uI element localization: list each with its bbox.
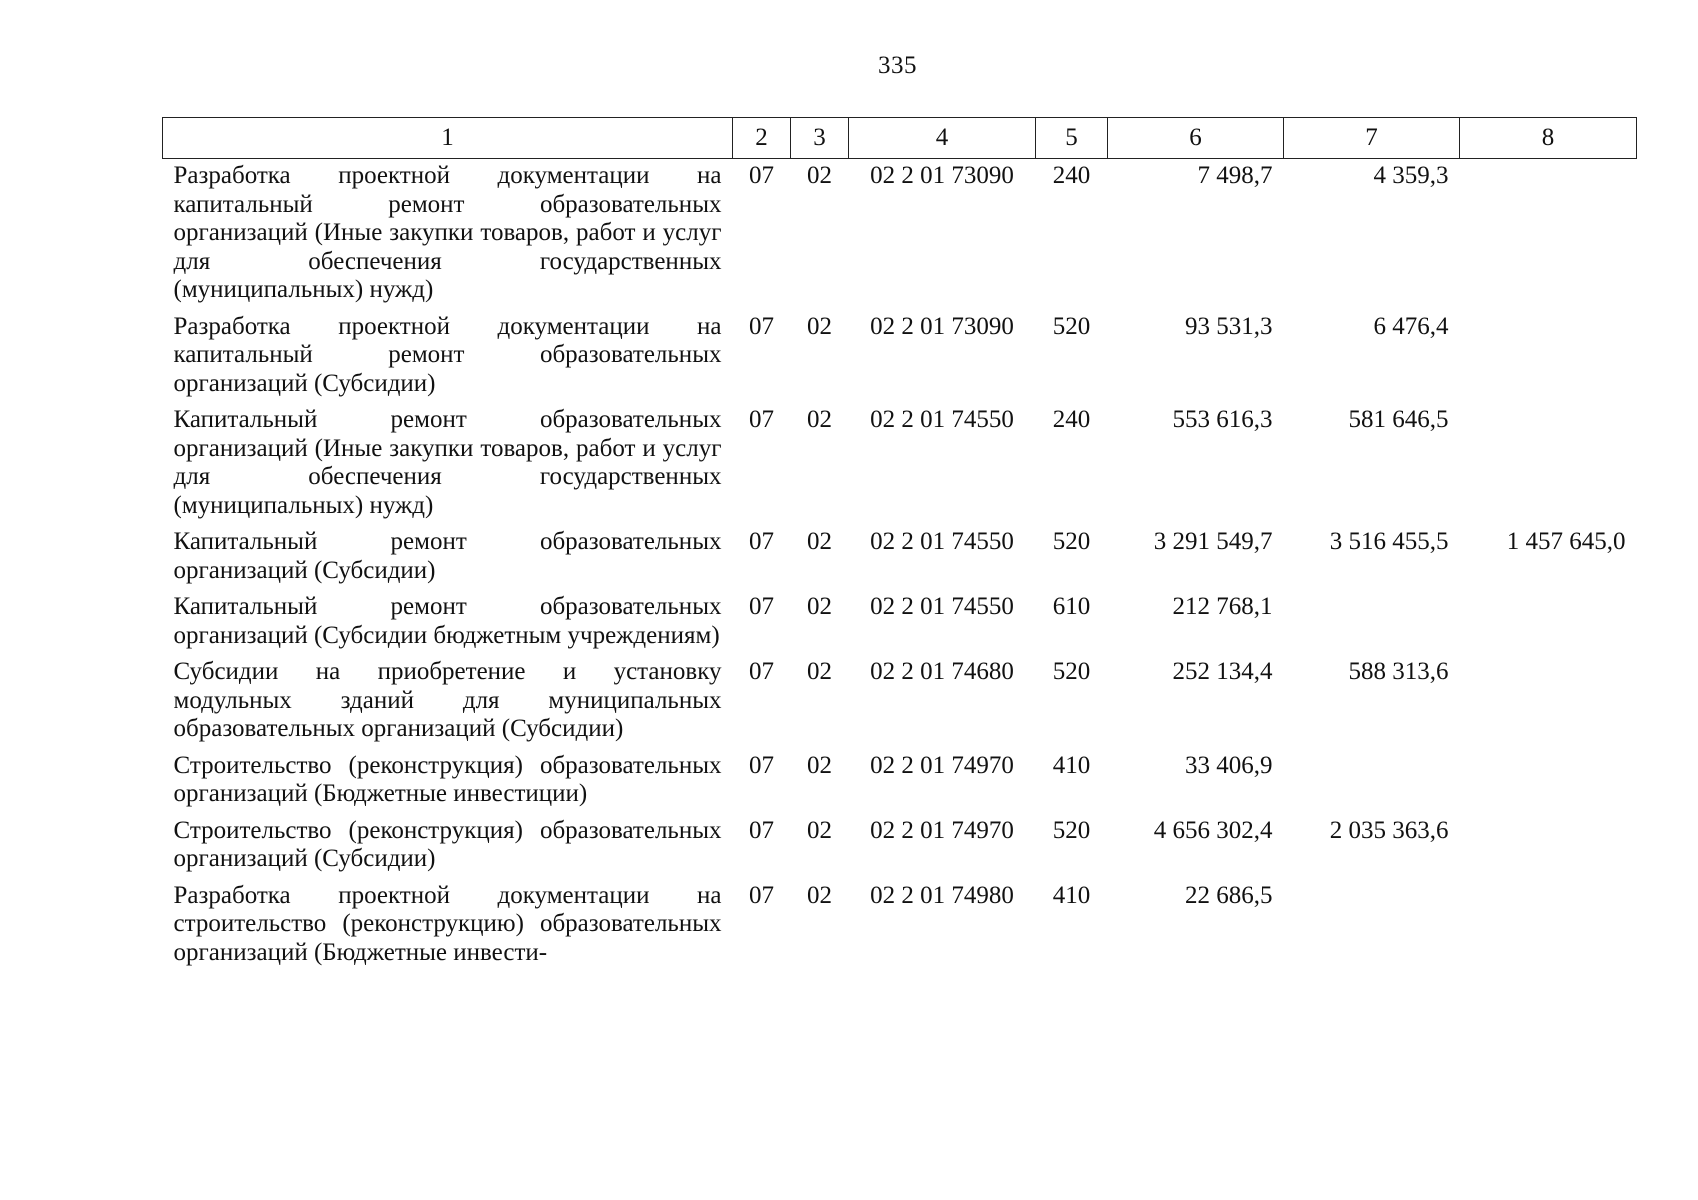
item-name: Разработка проектной документации на капитальный ремонт образовательных организаций (Субсидии) — [173, 312, 722, 397]
amount-col-6: 7 498,7 — [1197, 162, 1273, 189]
header-col-5: 5 — [1036, 118, 1108, 159]
expense-type-code: 520 — [1052, 528, 1091, 555]
header-col-3: 3 — [791, 118, 849, 159]
amount-col-6: 4 656 302,4 — [1153, 816, 1273, 844]
section-code: 07 — [749, 881, 774, 909]
amount-col-6: 33 406,9 — [1185, 751, 1273, 779]
section-code: 07 — [749, 162, 774, 189]
expense-type-code: 520 — [1052, 312, 1091, 340]
amount-col-7 — [1284, 749, 1460, 814]
header-col-8: 8 — [1460, 118, 1637, 159]
amount-col-8 — [1460, 310, 1637, 404]
table-header — [163, 118, 1637, 159]
target-article-code: 02 2 01 74970 — [870, 751, 1014, 779]
header-col-4: 4 — [849, 118, 1036, 159]
subsection-code: 02 — [807, 593, 832, 620]
expense-type-code: 610 — [1052, 593, 1091, 620]
header-col-2: 2 — [733, 118, 791, 159]
section-code: 07 — [749, 816, 774, 844]
expense-type-code: 520 — [1052, 816, 1091, 844]
header-col-7: 7 — [1284, 118, 1460, 159]
amount-col-7: 2 035 363,6 — [1329, 816, 1449, 844]
table-row — [163, 879, 1637, 973]
header-col-6: 6 — [1108, 118, 1284, 159]
target-article-code: 02 2 01 74980 — [870, 881, 1014, 909]
section-code: 07 — [749, 406, 774, 433]
amount-col-8 — [1460, 159, 1637, 310]
item-name: Разработка проектной документации на строительство (реконструкцию) образовательных организаций (Бюджетные инвести- — [173, 881, 722, 966]
budget-table — [162, 117, 1637, 972]
amount-col-8 — [1460, 590, 1637, 655]
amount-col-8 — [1460, 814, 1637, 879]
amount-col-8: 1 457 645,0 — [1506, 528, 1626, 555]
amount-col-6: 212 768,1 — [1172, 593, 1273, 620]
expense-type-code: 410 — [1052, 751, 1091, 779]
amount-col-8 — [1460, 879, 1637, 973]
subsection-code: 02 — [807, 312, 832, 340]
target-article-code: 02 2 01 74680 — [870, 658, 1014, 685]
target-article-code: 02 2 01 74970 — [870, 816, 1014, 844]
section-code: 07 — [749, 751, 774, 779]
amount-col-6: 553 616,3 — [1172, 406, 1273, 433]
amount-col-6: 3 291 549,7 — [1153, 528, 1273, 555]
table-body — [163, 159, 1637, 973]
subsection-code: 02 — [807, 528, 832, 555]
target-article-code: 02 2 01 73090 — [870, 312, 1014, 340]
target-article-code: 02 2 01 74550 — [870, 528, 1014, 555]
amount-col-7: 3 516 455,5 — [1329, 528, 1449, 555]
table-row — [163, 310, 1637, 404]
subsection-code: 02 — [807, 162, 832, 189]
subsection-code: 02 — [807, 658, 832, 685]
header-row — [163, 118, 1637, 159]
amount-col-7: 588 313,6 — [1348, 658, 1449, 685]
expense-type-code: 240 — [1052, 162, 1091, 189]
amount-col-6: 93 531,3 — [1185, 312, 1273, 340]
table-row — [163, 590, 1637, 655]
item-name: Капитальный ремонт образовательных организаций (Субсидии) — [173, 528, 722, 584]
amount-col-7 — [1284, 879, 1460, 973]
target-article-code: 02 2 01 74550 — [870, 593, 1014, 620]
table-row — [163, 749, 1637, 814]
subsection-code: 02 — [807, 751, 832, 779]
amount-col-7 — [1284, 590, 1460, 655]
expense-type-code: 410 — [1052, 881, 1091, 909]
table-row — [163, 525, 1637, 590]
section-code: 07 — [749, 593, 774, 620]
amount-col-6: 22 686,5 — [1185, 881, 1273, 909]
amount-col-8 — [1460, 749, 1637, 814]
item-name: Субсидии на приобретение и установку модульных зданий для муниципальных образовательных организаций (Субсидии) — [173, 658, 722, 742]
header-col-1: 1 — [163, 118, 733, 159]
page-number: 335 — [878, 52, 917, 79]
table-row — [163, 403, 1637, 525]
table-row — [163, 655, 1637, 749]
amount-col-7: 6 476,4 — [1373, 312, 1449, 340]
table-row — [163, 814, 1637, 879]
item-name: Строительство (реконструкция) образовательных организаций (Бюджетные инвестиции) — [173, 751, 722, 807]
amount-col-6: 252 134,4 — [1172, 658, 1273, 685]
expense-type-code: 240 — [1052, 406, 1091, 433]
table-row — [163, 159, 1637, 310]
section-code: 07 — [749, 658, 774, 685]
target-article-code: 02 2 01 73090 — [870, 162, 1014, 189]
item-name: Капитальный ремонт образовательных организаций (Иные закупки товаров, работ и услуг для обеспечения государственных (муниципальных) нужд) — [173, 406, 722, 519]
subsection-code: 02 — [807, 816, 832, 844]
subsection-code: 02 — [807, 406, 832, 433]
amount-col-7: 581 646,5 — [1348, 406, 1449, 433]
item-name: Разработка проектной документации на капитальный ремонт образовательных организаций (Иные закупки товаров, работ и услуг для обеспечения государственных (муниципальных) нужд) — [173, 162, 722, 303]
amount-col-8 — [1460, 403, 1637, 525]
section-code: 07 — [749, 312, 774, 340]
target-article-code: 02 2 01 74550 — [870, 406, 1014, 433]
item-name: Капитальный ремонт образовательных организаций (Субсидии бюджетным учреждениям) — [173, 593, 722, 649]
item-name: Строительство (реконструкция) образовательных организаций (Субсидии) — [173, 816, 722, 872]
section-code: 07 — [749, 528, 774, 555]
expense-type-code: 520 — [1052, 658, 1091, 685]
subsection-code: 02 — [807, 881, 832, 909]
amount-col-7: 4 359,3 — [1373, 162, 1449, 189]
amount-col-8 — [1460, 655, 1637, 749]
